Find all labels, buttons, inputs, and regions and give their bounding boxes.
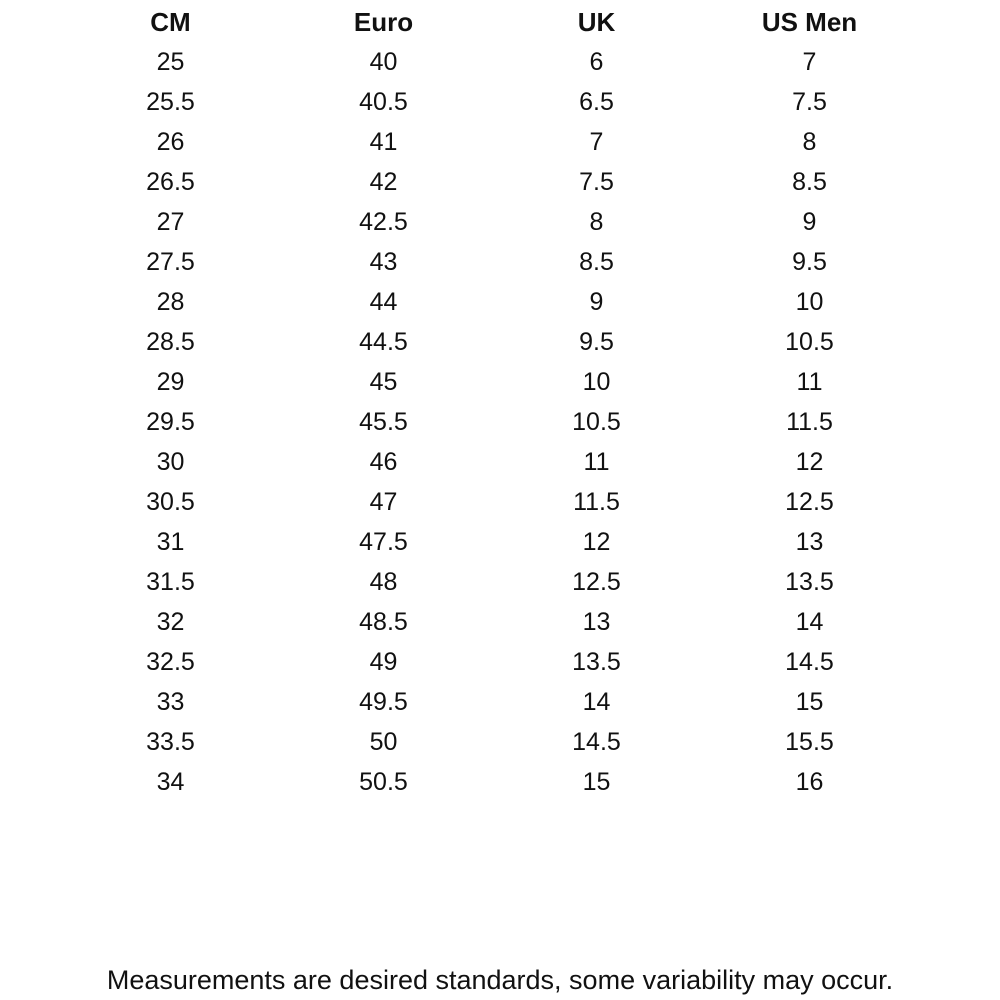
table-cell: 45 (369, 367, 398, 396)
table-cell: 8.5 (792, 167, 827, 196)
table-cell: 44 (369, 287, 398, 316)
table-cell: 10 (795, 287, 824, 316)
table-row (64, 82, 916, 122)
table-cell: 14 (795, 607, 824, 636)
table-cell: 13 (582, 607, 611, 636)
table-row (64, 122, 916, 162)
table-row (64, 282, 916, 322)
table-cell: 33.5 (146, 727, 195, 756)
table-row (64, 682, 916, 722)
table-cell: 6 (589, 47, 604, 76)
table-cell: 10.5 (785, 327, 834, 356)
table-row (64, 562, 916, 602)
table-cell: 9.5 (792, 247, 827, 276)
table-cell: 27.5 (146, 247, 195, 276)
table-cell: 42.5 (359, 207, 408, 236)
size-conversion-table (64, 2, 916, 802)
table-cell: 7 (802, 47, 817, 76)
table-cell: 9.5 (579, 327, 614, 356)
table-cell: 16 (795, 767, 824, 796)
table-row (64, 482, 916, 522)
table-header (64, 2, 916, 42)
table-cell: 27 (156, 207, 185, 236)
table-cell: 8 (802, 127, 817, 156)
table-cell: 30 (156, 447, 185, 476)
size-chart (64, 2, 916, 802)
table-cell: 40 (369, 47, 398, 76)
table-header-row (64, 2, 916, 42)
table-cell: 13 (795, 527, 824, 556)
table-body (64, 42, 916, 802)
table-row (64, 522, 916, 562)
table-cell: 42 (369, 167, 398, 196)
table-cell: 15 (795, 687, 824, 716)
table-cell: 31 (156, 527, 185, 556)
table-cell: 12.5 (785, 487, 834, 516)
column-header-uk: UK (577, 6, 616, 37)
table-cell: 8.5 (579, 247, 614, 276)
table-row (64, 402, 916, 442)
table-row (64, 722, 916, 762)
table-cell: 25.5 (146, 87, 195, 116)
table-cell: 6.5 (579, 87, 614, 116)
table-cell: 45.5 (359, 407, 408, 436)
table-cell: 40.5 (359, 87, 408, 116)
table-cell: 13.5 (572, 647, 621, 676)
table-cell: 14.5 (572, 727, 621, 756)
table-cell: 26.5 (146, 167, 195, 196)
table-cell: 8 (589, 207, 604, 236)
column-header-us-men: US Men (761, 6, 858, 37)
table-cell: 47.5 (359, 527, 408, 556)
table-cell: 32 (156, 607, 185, 636)
table-cell: 50.5 (359, 767, 408, 796)
table-cell: 31.5 (146, 567, 195, 596)
table-cell: 11 (796, 367, 823, 396)
table-cell: 11.5 (573, 487, 620, 516)
table-cell: 11.5 (786, 407, 833, 436)
table-cell: 14.5 (785, 647, 834, 676)
table-cell: 33 (156, 687, 185, 716)
table-cell: 28 (156, 287, 185, 316)
table-cell: 12.5 (572, 567, 621, 596)
table-cell: 32.5 (146, 647, 195, 676)
table-cell: 15 (582, 767, 611, 796)
table-cell: 34 (156, 767, 185, 796)
table-cell: 44.5 (359, 327, 408, 356)
disclaimer-text: Measurements are desired standards, some variability may occur. (106, 965, 894, 995)
table-cell: 26 (156, 127, 185, 156)
table-cell: 9 (802, 207, 817, 236)
table-cell: 14 (582, 687, 611, 716)
table-cell: 48 (369, 567, 398, 596)
table-row (64, 362, 916, 402)
table-cell: 7.5 (792, 87, 827, 116)
table-row (64, 642, 916, 682)
table-row (64, 162, 916, 202)
table-cell: 41 (369, 127, 398, 156)
table-cell: 13.5 (785, 567, 834, 596)
table-row (64, 242, 916, 282)
table-row (64, 442, 916, 482)
table-cell: 48.5 (359, 607, 408, 636)
table-cell: 11 (583, 447, 610, 476)
table-cell: 46 (369, 447, 398, 476)
table-row (64, 602, 916, 642)
table-cell: 49.5 (359, 687, 408, 716)
table-cell: 29.5 (146, 407, 195, 436)
table-cell: 50 (369, 727, 398, 756)
table-cell: 10 (582, 367, 611, 396)
column-header-euro: Euro (353, 6, 414, 37)
table-cell: 7.5 (579, 167, 614, 196)
table-cell: 10.5 (572, 407, 621, 436)
table-cell: 49 (369, 647, 398, 676)
table-row (64, 322, 916, 362)
table-cell: 29 (156, 367, 185, 396)
table-cell: 25 (156, 47, 185, 76)
table-cell: 43 (369, 247, 398, 276)
table-row (64, 202, 916, 242)
table-cell: 12 (582, 527, 611, 556)
table-cell: 47 (369, 487, 398, 516)
table-cell: 9 (589, 287, 604, 316)
table-cell: 12 (795, 447, 824, 476)
table-cell: 15.5 (785, 727, 834, 756)
table-cell: 30.5 (146, 487, 195, 516)
table-cell: 28.5 (146, 327, 195, 356)
table-row (64, 762, 916, 802)
table-cell: 7 (589, 127, 604, 156)
table-row (64, 42, 916, 82)
column-header-cm: CM (150, 6, 191, 37)
